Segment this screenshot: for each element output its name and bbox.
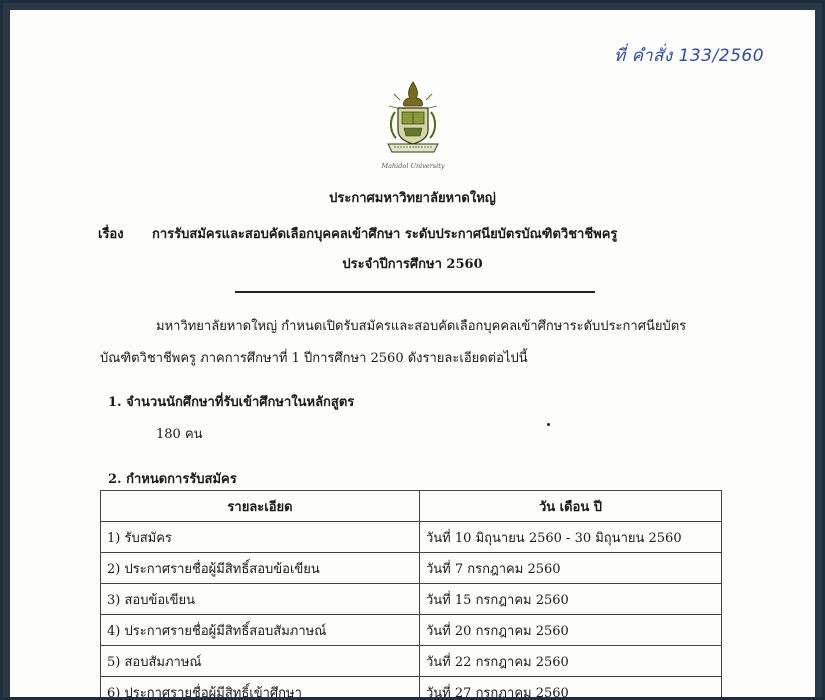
handwritten-order-number: ที่ คำสั่ง 133/2560 [614,46,765,66]
table-row [101,522,722,553]
university-seal-icon [380,78,446,174]
announcement-title: ประกาศมหาวิทยาลัยหาดใหญ่ [329,191,496,206]
table-row [101,584,722,615]
document-page [10,10,815,700]
row-date: วันที่ 7 กรกฎาคม 2560 [420,553,722,584]
row-date: วันที่ 22 กรกฎาคม 2560 [420,646,722,677]
row-detail: 5) สอบสัมภาษณ์ [101,646,420,677]
academic-year-line: ประจำปีการศึกษา 2560 [342,257,483,272]
column-header-detail: รายละเอียด [101,491,420,522]
seal-caption: Mahidol University [381,162,445,170]
row-date: วันที่ 20 กรกฎาคม 2560 [420,615,722,646]
row-detail: 1) รับสมัคร [101,522,420,553]
row-date: วันที่ 10 มิถุนายน 2560 - 30 มิถุนายน 2560 [420,522,722,553]
row-detail: 4) ประกาศรายชื่อผู้มีสิทธิ์สอบสัมภาษณ์ [101,615,420,646]
column-header-date: วัน เดือน ปี [420,491,722,522]
row-date: วันที่ 27 กรกฎาคม 2560 [420,677,722,700]
table-row [101,553,722,584]
table-row [101,646,722,677]
row-detail: 6) ประกาศรายชื่อผู้มีสิทธิ์เข้าศึกษา [101,677,420,700]
intro-paragraph-line-2: บัณฑิตวิชาชีพครู ภาคการศึกษาที่ 1 ปีการศึกษา 2560 ดังรายละเอียดต่อไปนี้ [100,351,528,366]
section-1-heading: 1. จำนวนนักศึกษาที่รับเข้าศึกษาในหลักสูตร [108,395,355,410]
subject-label: เรื่อง [98,227,124,242]
row-date: วันที่ 15 กรกฎาคม 2560 [420,584,722,615]
table-row [101,615,722,646]
subject-line [98,223,617,244]
stray-mark [547,423,550,426]
table-header-row [101,491,722,522]
row-detail: 3) สอบข้อเขียน [101,584,420,615]
table-row [101,677,722,700]
row-detail: 2) ประกาศรายชื่อผู้มีสิทธิ์สอบข้อเขียน [101,553,420,584]
section-2-heading: 2. กำหนดการรับสมัคร [108,472,237,487]
heading-divider [235,291,595,293]
subject-text: การรับสมัครและสอบคัดเลือกบุคคลเข้าศึกษา ระดับประกาศนียบัตรบัณฑิตวิชาชีพครู [152,227,618,242]
student-quota: 180 คน [156,427,203,442]
schedule-table [100,490,722,700]
intro-paragraph-line-1: มหาวิทยาลัยหาดใหญ่ กำหนดเปิดรับสมัครและสอบคัดเลือกบุคคลเข้าศึกษาระดับประกาศนียบัตร [156,319,687,334]
